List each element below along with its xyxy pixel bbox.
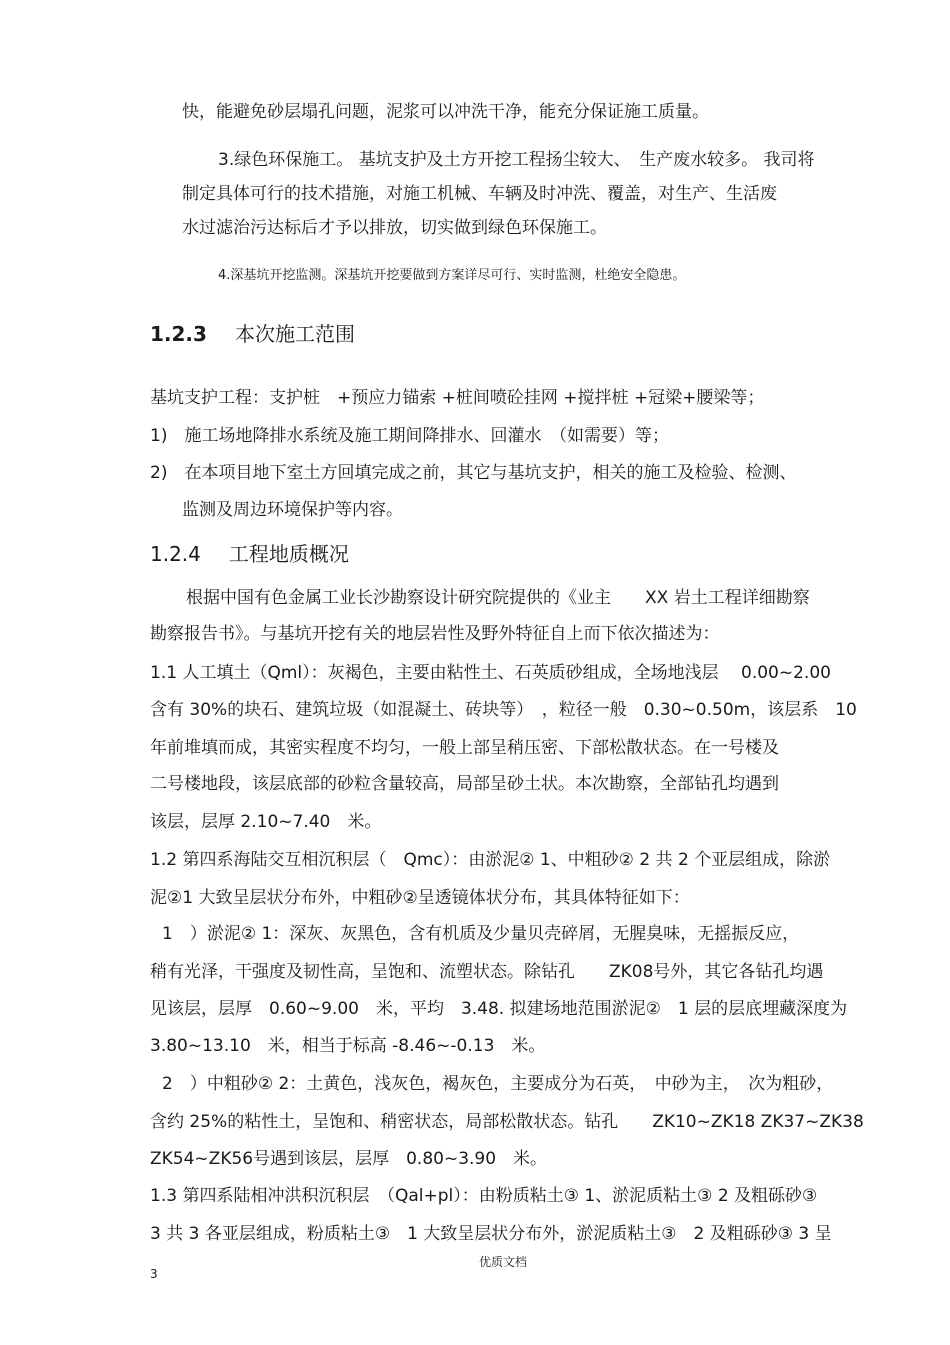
- paragraph-line: 快，能避免砂层塌孔问题，泥浆可以冲洗干净，能充分保证施工质量。: [182, 102, 709, 122]
- paragraph-line: 3.绿色环保施工。 基坑支护及土方开挖工程扬尘较大、 生产废水较多。 我司将: [218, 150, 815, 170]
- list-item: 2) 在本项目地下室土方回填完成之前，其它与基坑支护，相关的施工及检验、检测、: [150, 463, 797, 483]
- paragraph-line: 二号楼地段，该层底部的砂粒含量较高，局部呈砂土状。本次勘察，全部钻孔均遇到: [150, 774, 779, 794]
- paragraph-line: 制定具体可行的技术措施，对施工机械、车辆及时冲洗、覆盖，对生产、生活废: [182, 184, 777, 204]
- paragraph-line: 1.2 第四系海陆交互相沉积层（ Qmc）：由淤泥② 1、中粗砂② 2 共 2 个亚层组成，除淤: [150, 850, 831, 870]
- paragraph-line: 泥②1 大致呈层状分布外，中粗砂②呈透镜体状分布，其具体特征如下：: [150, 888, 690, 908]
- section-heading-1-2-4: [150, 542, 349, 566]
- paragraph-line: 2 ）中粗砂② 2：土黄色，浅灰色，褐灰色，主要成分为石英， 中砂为主， 次为粗砂，: [162, 1074, 834, 1094]
- section-title: 工程地质概况: [228, 542, 349, 566]
- page-number: 3: [150, 1267, 158, 1281]
- paragraph-line: 3.80~13.10 米，相当于标高 -8.46~-0.13 米。: [150, 1036, 546, 1056]
- paragraph-line: 勘察报告书》。与基坑开挖有关的地层岩性及野外特征自上而下依次描述为：: [150, 624, 720, 644]
- paragraph-line: 1.1 人工填土（Qml）：灰褐色，主要由粘性土、石英质砂组成，全场地浅层 0.00~2.00: [150, 663, 831, 683]
- paragraph-line: 1.3 第四系陆相冲洪积沉积层 （Qal+pl）：由粉质粘土③ 1、淤泥质粘土③ 2 及粗砾砂③: [150, 1186, 818, 1206]
- paragraph-line: 基坑支护工程：支护桩 +预应力锚索 +桩间喷砼挂网 +搅拌桩 +冠梁+腰梁等；: [150, 388, 765, 408]
- paragraph-line: 年前堆填而成，其密实程度不均匀，一般上部呈稍压密、下部松散状态。在一号楼及: [150, 738, 779, 758]
- section-number: 1.2.4: [150, 542, 201, 566]
- section-title: 本次施工范围: [234, 322, 355, 346]
- paragraph-line: 监测及周边环境保护等内容。: [182, 500, 403, 520]
- paragraph-line: 含约 25%的粘性土，呈饱和、稍密状态，局部松散状态。钻孔 ZK10~ZK18 ZK37~ZK38: [150, 1112, 864, 1132]
- paragraph-line: 稍有光泽，干强度及韧性高，呈饱和、流塑状态。除钻孔 ZK08号外，其它各钻孔均遇: [150, 962, 824, 982]
- paragraph-line: 3 共 3 各亚层组成，粉质粘土③ 1 大致呈层状分布外，淤泥质粘土③ 2 及粗砾砂③ 3 呈: [150, 1224, 832, 1244]
- paragraph-line: 该层，层厚 2.10~7.40 米。: [150, 812, 382, 832]
- section-heading-1-2-3: [150, 322, 355, 346]
- paragraph-line: 含有 30%的块石、建筑垃圾（如混凝土、砖块等） ，粒径一般 0.30~0.50m，该层系 10: [150, 700, 857, 720]
- paragraph-line: ZK54~ZK56号遇到该层，层厚 0.80~3.90 米。: [150, 1149, 548, 1169]
- paragraph-line: 1 ）淤泥② 1：深灰、灰黑色，含有机质及少量贝壳碎屑，无腥臭味，无摇振反应，: [162, 924, 800, 944]
- list-item: 1) 施工场地降排水系统及施工期间降排水、回灌水 （如需要）等；: [150, 426, 669, 446]
- footer-watermark: 优质文档: [479, 1255, 528, 1269]
- paragraph-line: 4.深基坑开挖监测。深基坑开挖要做到方案详尽可行、实时监测，杜绝安全隐患。: [218, 268, 686, 283]
- paragraph-line: 见该层，层厚 0.60~9.00 米，平均 3.48. 拟建场地范围淤泥② 1 层的层底埋藏深度为: [150, 999, 848, 1019]
- paragraph-line: 根据中国有色金属工业长沙勘察设计研究院提供的《业主 XX 岩土工程详细勘察: [186, 588, 810, 608]
- section-number: 1.2.3: [150, 322, 207, 346]
- paragraph-line: 水过滤治污达标后才予以排放，切实做到绿色环保施工。: [182, 218, 607, 238]
